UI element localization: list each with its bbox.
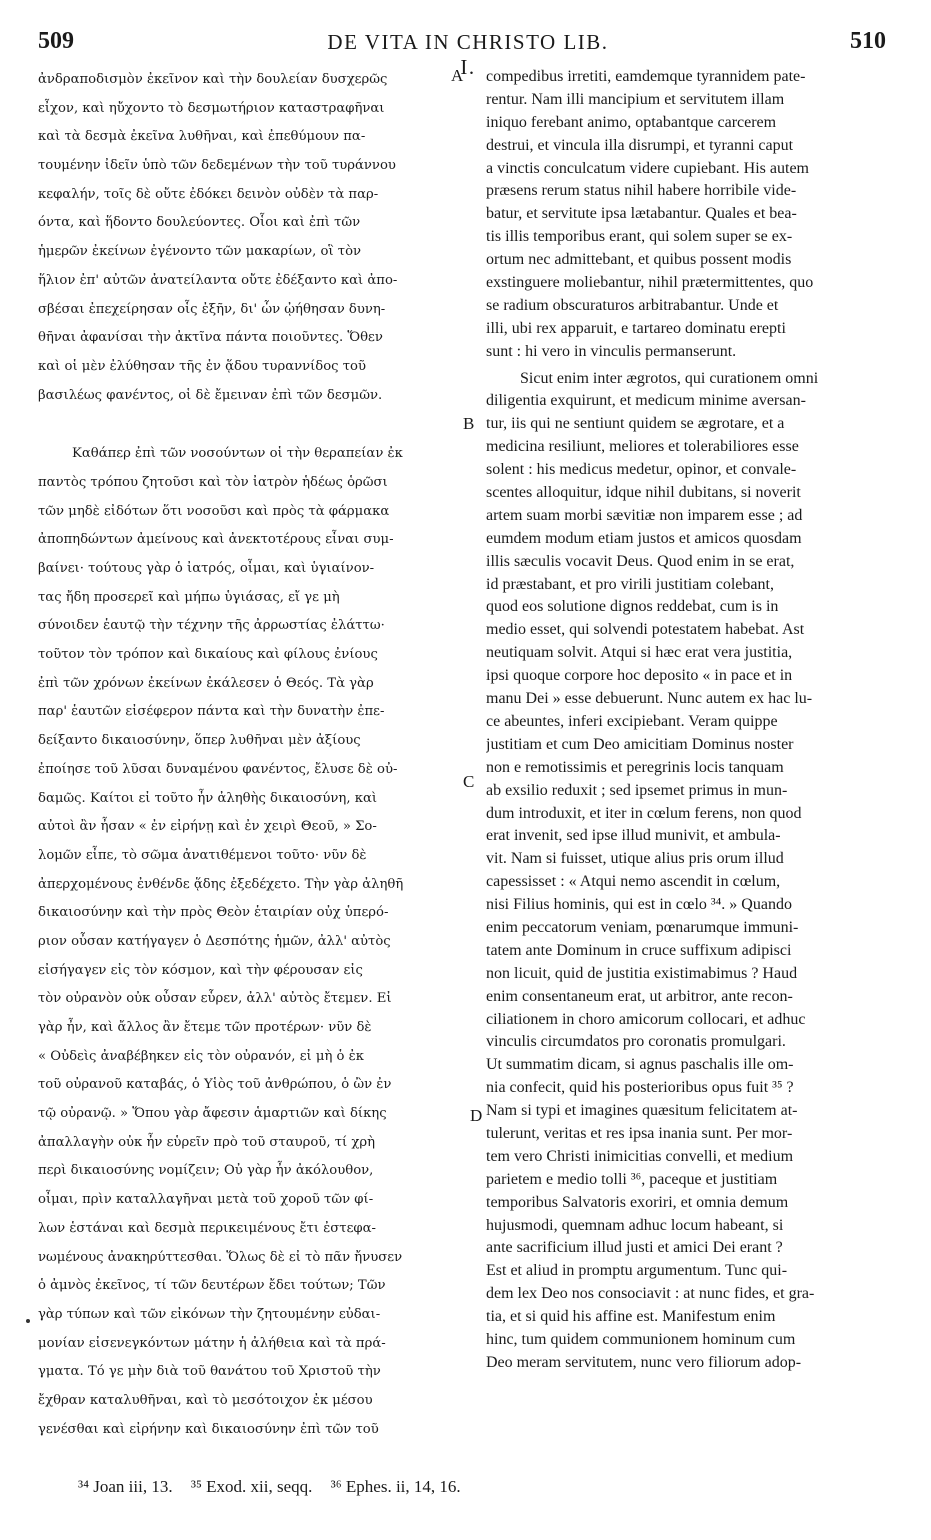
latin-text-line: exstinguere moliebantur, nihil prætermittentes, quo: [486, 274, 814, 292]
greek-text-line: μονίαν εἰσενεγκόντων μάτην ἡ ἀλήθεια καὶ τὰ πρά-: [38, 1335, 386, 1351]
greek-text-line: Καθάπερ ἐπὶ τῶν νοσούντων οἱ τὴν θεραπείαν ἐκ: [72, 446, 403, 462]
latin-text-line: Sicut enim inter ægrotos, qui curationem omni: [520, 369, 819, 387]
latin-text-line: scentes alloquitur, idque nihil dubitans, si noverit: [486, 484, 801, 502]
latin-text-line: batur, et servitute ipsa lætabantur. Quales et bea-: [486, 205, 797, 223]
section-marker-b: B: [463, 414, 475, 433]
greek-text-line: κεφαλήν, τοῖς δὲ οὔτε ἐδόκει δεινὸν οὐδὲν τὰ παρ-: [38, 186, 379, 202]
section-marker-c: C: [463, 772, 475, 791]
latin-text-line: vit. Nam si fuisset, utique alius pris orum illud: [486, 850, 784, 868]
greek-text-line: ἡμερῶν ἐκείνων ἐγένοντο τῶν μακαρίων, οἳ τὸν: [38, 244, 362, 260]
latin-text-line: enim peccatorum veniam, pœnarumque immuni-: [486, 918, 799, 936]
latin-text-line: parietem e medio tolli ³⁶, paceque et justitiam: [486, 1170, 778, 1188]
latin-text-line: sunt : hi vero in vinculis permanserunt.: [486, 342, 737, 360]
paragraph-gap: [38, 410, 466, 440]
latin-text-line: justitiam et cum Deo amicitiam Dominus noster: [486, 735, 794, 753]
latin-text-line: Deo meram servitutem, nunc vero filiorum adop-: [486, 1353, 802, 1371]
footnote-36: ³⁶ Ephes. ii, 14, 16.: [330, 1477, 461, 1496]
greek-text-line: καὶ τὰ δεσμὰ ἐκεῖνα λυθῆναι, καὶ ἐπεθύμουν πα-: [38, 129, 366, 145]
greek-text-line: ἀποπηδώντων ἀμείνους καὶ ἀνεκτοτέρους εἶναι συμ-: [38, 532, 394, 548]
section-marker-a: A: [451, 66, 464, 85]
greek-text-line: δαμῶς. Καίτοι εἰ τοῦτο ἦν ἀληθὴς δικαιοσύνη, καὶ: [38, 790, 378, 806]
latin-text-line: compedibus irretiti, eamdemque tyrannidem pate-: [486, 68, 806, 85]
latin-text-line: ce abeuntes, inferi excipiebant. Veram quippe: [486, 712, 778, 730]
latin-text-line: vinculis circumdatos pro coronatis promulgari.: [486, 1033, 786, 1051]
greek-paragraph: [38, 66, 466, 410]
latin-text-line: eumdem modum etiam justos et amicos quosdam: [486, 529, 802, 547]
greek-text-line: τας ἤδη προσερεῖ καὶ μήπω ὑγιάσας, εἴ γε μὴ: [38, 589, 340, 605]
running-title: DE VITA IN CHRISTO LIB. I.: [327, 30, 609, 79]
latin-text-line: solent : his medicus medetur, opinor, et convale-: [486, 461, 797, 479]
latin-text-line: illi, ubi rex apparuit, e tartareo dominatu erepti: [486, 319, 786, 337]
greek-text-line: ἔχθραν καταλυθῆναι, καὶ τὸ μεσότοιχον ἐκ μέσου: [38, 1392, 373, 1408]
greek-paragraph: [38, 440, 466, 1446]
greek-text-line: δείξαντο δικαιοσύνην, ὅπερ λυθῆναι μὲν ἀξίους: [38, 733, 361, 749]
latin-paragraph: [486, 66, 894, 364]
greek-text-line: τῶν μηδὲ εἰδότων ὅτι νοσοῦσι καὶ πρὸς τὰ φάρμακα: [38, 503, 390, 519]
greek-text-line: τουμένην ἰδεῖν ὑπὸ τῶν δεδεμένων τὴν τοῦ τυράννου: [38, 158, 396, 174]
latin-text-line: medicina resiliunt, meliores et tolerabiliores esse: [486, 438, 799, 456]
latin-text-line: tia, et si quid his affine est. Manifestum enim: [486, 1308, 776, 1326]
greek-text-line: εἰσήγαγεν εἰς τὸν κόσμον, καὶ τὴν φέρουσαν εἰς: [38, 962, 363, 978]
latin-text-line: enim consentaneum erat, ut arbitror, ante recon-: [486, 987, 793, 1005]
greek-text-line: βασιλέως φανέντος, οἱ δὲ ἔμειναν ἐπὶ τῶν δεσμῶν.: [38, 387, 383, 403]
footnotes: [78, 1477, 475, 1497]
greek-text-line: τοῦ οὐρανοῦ καταβάς, ὁ Υἱὸς τοῦ ἀνθρώπου, ὁ ὢν ἐν: [38, 1077, 392, 1093]
latin-text-line: tatem ante Dominum in cruce suffixum adipisci: [486, 941, 792, 959]
latin-text-line: rentur. Nam illi mancipium et servitutem illam: [486, 90, 785, 108]
greek-text-line: τοῦτον τὸν τρόπον καὶ δικαίους καὶ φίλους ἐνίους: [38, 647, 378, 663]
greek-text-line: ριον οὖσαν κατήγαγεν ὁ Δεσπότης ἡμῶν, ἀλλ' αὐτὸς: [38, 933, 391, 949]
latin-text-line: non e remotissimis et peregrinis locis tanquam: [486, 758, 784, 776]
latin-text-line: tem vero Christi inimicitias convelli, et medium: [486, 1147, 794, 1165]
greek-text-line: νωμένους ἀνακηρύττεσθαι. Ὅλως δὲ εἰ τὸ πᾶν ἤνυσεν: [38, 1249, 403, 1265]
greek-text-line: γὰρ τύπων καὶ τῶν εἰκόνων τὴν ζητουμένην εὐδαι-: [38, 1306, 381, 1322]
latin-text-line: capessisset : « Atqui nemo ascendit in cœlum,: [486, 873, 781, 891]
latin-text-line: non licuit, quid de justitia existimabimus ? Haud: [486, 964, 798, 982]
latin-text-line: temporibus Salvatoris exoriri, et omnia demum: [486, 1193, 789, 1211]
greek-text-line: ἀνδραποδισμὸν ἐκεῖνον καὶ τὴν δουλείαν δυσχερῶς: [38, 72, 388, 87]
latin-text-line: ciliationem in choro amicorum collocari, et adhuc: [486, 1010, 806, 1028]
latin-text-line: Nam si typi et imagines quæsitum felicitatem at-: [486, 1102, 798, 1120]
latin-column: [486, 66, 894, 1446]
latin-text-line: ab exsilio reduxit ; sed ipsemet primus in mun-: [486, 781, 788, 799]
latin-text-line: diligentia exquirunt, et medicum minime aversan-: [486, 392, 806, 410]
greek-text-line: ἐπὶ τῶν χρόνων ἐκείνων ἐκάλεσεν ὁ Θεός. Τὰ γὰρ: [38, 675, 374, 691]
latin-text-line: illis sæculis vocavit Deus. Quod enim in se erat,: [486, 552, 795, 570]
latin-text-line: destrui, et vincula illa disrumpi, et tyranni caput: [486, 136, 794, 154]
latin-text-line: medio esset, qui solvendi potestatem habebat. Ast: [486, 621, 805, 639]
latin-text-line: hinc, tum quidem communionem hominum cum: [486, 1330, 796, 1348]
latin-text-line: tur, iis qui ne sentiunt quidem se ægrotare, et a: [486, 415, 785, 433]
latin-text-line: dem lex Deo nos consociavit : at nunc fides, et gra-: [486, 1285, 815, 1303]
footnote-35: ³⁵ Exod. xii, seqq.: [190, 1477, 313, 1496]
greek-text-line: αὐτοὶ ἂν ἦσαν « ἐν εἰρήνῃ καὶ ἐν χειρὶ Θεοῦ, » Σο-: [38, 819, 377, 835]
latin-text-line: hujusmodi, quemnam adhuc locum habeant, si: [486, 1216, 784, 1234]
latin-text-line: tulerunt, veritas et res ipsa inania sunt. Per mor-: [486, 1124, 793, 1142]
greek-text-line: εἶχον, καὶ ηὔχοντο τὸ δεσμωτήριον καταστραφῆναι: [38, 100, 385, 116]
greek-text-line: ἐποίησε τοῦ λῦσαι δυναμένου φανέντος, ἔλυσε δὲ οὐ-: [38, 761, 398, 777]
latin-text-line: ante sacrificium illud justi et amici Dei erant ?: [486, 1239, 783, 1257]
latin-text-line: artem suam morbi sævitiæ non imparem esse ; ad: [486, 506, 803, 524]
footnote-34: ³⁴ Joan iii, 13.: [78, 1477, 173, 1496]
section-marker-d: D: [470, 1106, 483, 1125]
greek-text-line: σβέσαι ἐπεχείρησαν οἷς ἐξῆν, δι' ὧν ᾠήθησαν δυνη-: [38, 301, 386, 317]
greek-text-line: δικαιοσύνην καὶ τὴν πρὸς Θεὸν ἑταιρίαν οὐχ ὑπερό-: [38, 905, 389, 921]
greek-text-line: βαίνει· τούτους γὰρ ὁ ἰατρός, οἶμαι, καὶ ὑγιαίνον-: [38, 561, 375, 576]
greek-text-line: θῆναι ἀφανίσαι τὴν ἀκτῖνα πάντα ποιοῦντες. Ὅθεν: [38, 330, 383, 346]
greek-text-line: περὶ δικαιοσύνης νομίζειν; Οὐ γὰρ ἦν ἀκόλουθον,: [38, 1163, 374, 1179]
latin-text-line: id præstabant, et pro virili justitiam colebant,: [486, 575, 774, 593]
latin-text-line: nia confecit, quid his posterioribus opus fuit ³⁵ ?: [486, 1079, 794, 1097]
latin-text-line: neutiquam solvit. Atqui si hæc erat vera justitia,: [486, 644, 793, 662]
margin-dot: [26, 1319, 30, 1323]
latin-text-line: a vinctis conculcatum videre cupiebant. His autem: [486, 159, 809, 177]
greek-text-line: γματα. Τό γε μὴν διὰ τοῦ θανάτου τοῦ Χριστοῦ τὴν: [38, 1364, 381, 1380]
greek-text-line: λομῶν εἶπε, τὸ σῶμα ἀνατιθέμενοι τοῦτο· νῦν δὲ: [38, 847, 367, 863]
latin-text-line: præsens rerum status nihil habere horribile vide-: [486, 182, 797, 200]
latin-paragraph: [486, 368, 894, 1375]
latin-text-line: nisi Filius hominis, qui est in cœlo ³⁴. » Quando: [486, 896, 792, 914]
latin-text-line: ipsi quoque corpore hoc deposito « in pace et in: [486, 667, 793, 685]
greek-text-line: γὰρ ἦν, καὶ ἄλλος ἂν ἔτεμε τῶν προτέρων· νῦν δὲ: [38, 1020, 372, 1035]
latin-text-line: iniquo ferebant animo, optabantque carcerem: [486, 113, 777, 131]
greek-text-line: « Οὐδεὶς ἀναβέβηκεν εἰς τὸν οὐρανόν, εἰ μὴ ὁ ἐκ: [38, 1048, 365, 1064]
latin-text-line: Ut summatim dicam, si agnus paschalis ille om-: [486, 1056, 794, 1074]
greek-text-line: καὶ οἱ μὲν ἐλύθησαν τῆς ἐν ᾅδου τυραννίδος τοῦ: [38, 358, 367, 374]
page-number-left: 509: [38, 28, 74, 54]
greek-text-line: λων ἑστάναι καὶ δεσμὰ περικειμένους ἔτι ἐστεφα-: [38, 1220, 376, 1236]
greek-text-line: τῷ οὐρανῷ. » Ὅπου γὰρ ἄφεσιν ἁμαρτιῶν καὶ δίκης: [38, 1106, 387, 1122]
greek-text-line: ὁ ἀμνὸς ἐκεῖνος, τί τῶν δευτέρων ἔδει τούτων; Τῶν: [38, 1278, 386, 1294]
latin-text-line: quod eos solutione dignos reddebat, cum is in: [486, 598, 779, 616]
latin-text-line: manu Dei » esse debuerunt. Nunc autem ex hac lu-: [486, 690, 813, 708]
greek-text-line: παρ' ἑαυτῶν εἰσέφερον πάντα καὶ τὴν δυνατὴν ἐπε-: [38, 704, 385, 720]
greek-text-line: ἀπερχομένους ἐνθένδε ᾅδης ἐξεδέχετο. Τὴν γὰρ ἀληθῆ: [38, 876, 404, 892]
greek-text-line: τὸν οὐρανὸν οὐκ οὖσαν εὗρεν, ἀλλ' αὐτὸς ἔτεμεν. Εἰ: [38, 991, 392, 1007]
greek-text-line: όντα, καὶ ἥδοντο δουλεύοντες. Οἷοι καὶ ἐπὶ τῶν: [38, 215, 361, 231]
latin-text-line: ortum nec admittebant, et quibus possent modis: [486, 251, 792, 269]
greek-text-line: ἥλιον ἐπ' αὐτῶν ἀνατείλαντα οὔτε ἐδέξαντο καὶ ἀπο-: [38, 272, 398, 288]
latin-text-line: se radium obscuraturos arbitrabantur. Unde et: [486, 296, 779, 314]
greek-text-line: οἶμαι, πρὶν καταλλαγῆναι μετὰ τοῦ χοροῦ τῶν φί-: [38, 1192, 374, 1208]
greek-text-line: σύνοιδεν ἑαυτῷ τὴν τέχνην τῆς ἀρρωστίας ἐλάττω·: [38, 618, 385, 634]
greek-column: [38, 66, 466, 1446]
latin-text-line: dum introduxit, et iter in cœlum ferens, non quod: [486, 804, 802, 822]
greek-text-line: [38, 1444, 466, 1446]
latin-text-line: Est et aliud in promptu argumentum. Tunc qui-: [486, 1262, 788, 1280]
page-number-right: 510: [850, 28, 886, 54]
latin-text-line: tis illis temporibus erant, qui solem super se ex-: [486, 228, 793, 246]
latin-text-line: erat invenit, sed ipse illud munivit, et ambula-: [486, 827, 781, 845]
greek-text-line: γενέσθαι καὶ εἰρήνην καὶ δικαιοσύνην ἐπὶ τῶν τοῦ: [38, 1421, 379, 1437]
greek-text-line: ἀπαλλαγὴν οὐκ ἦν εὑρεῖν πρὸ τοῦ σταυροῦ, τί χρὴ: [38, 1134, 376, 1150]
greek-text-line: παντὸς τρόπου ζητοῦσι καὶ τὸν ἰατρὸν ἡδέως ὁρῶσι: [38, 474, 388, 490]
